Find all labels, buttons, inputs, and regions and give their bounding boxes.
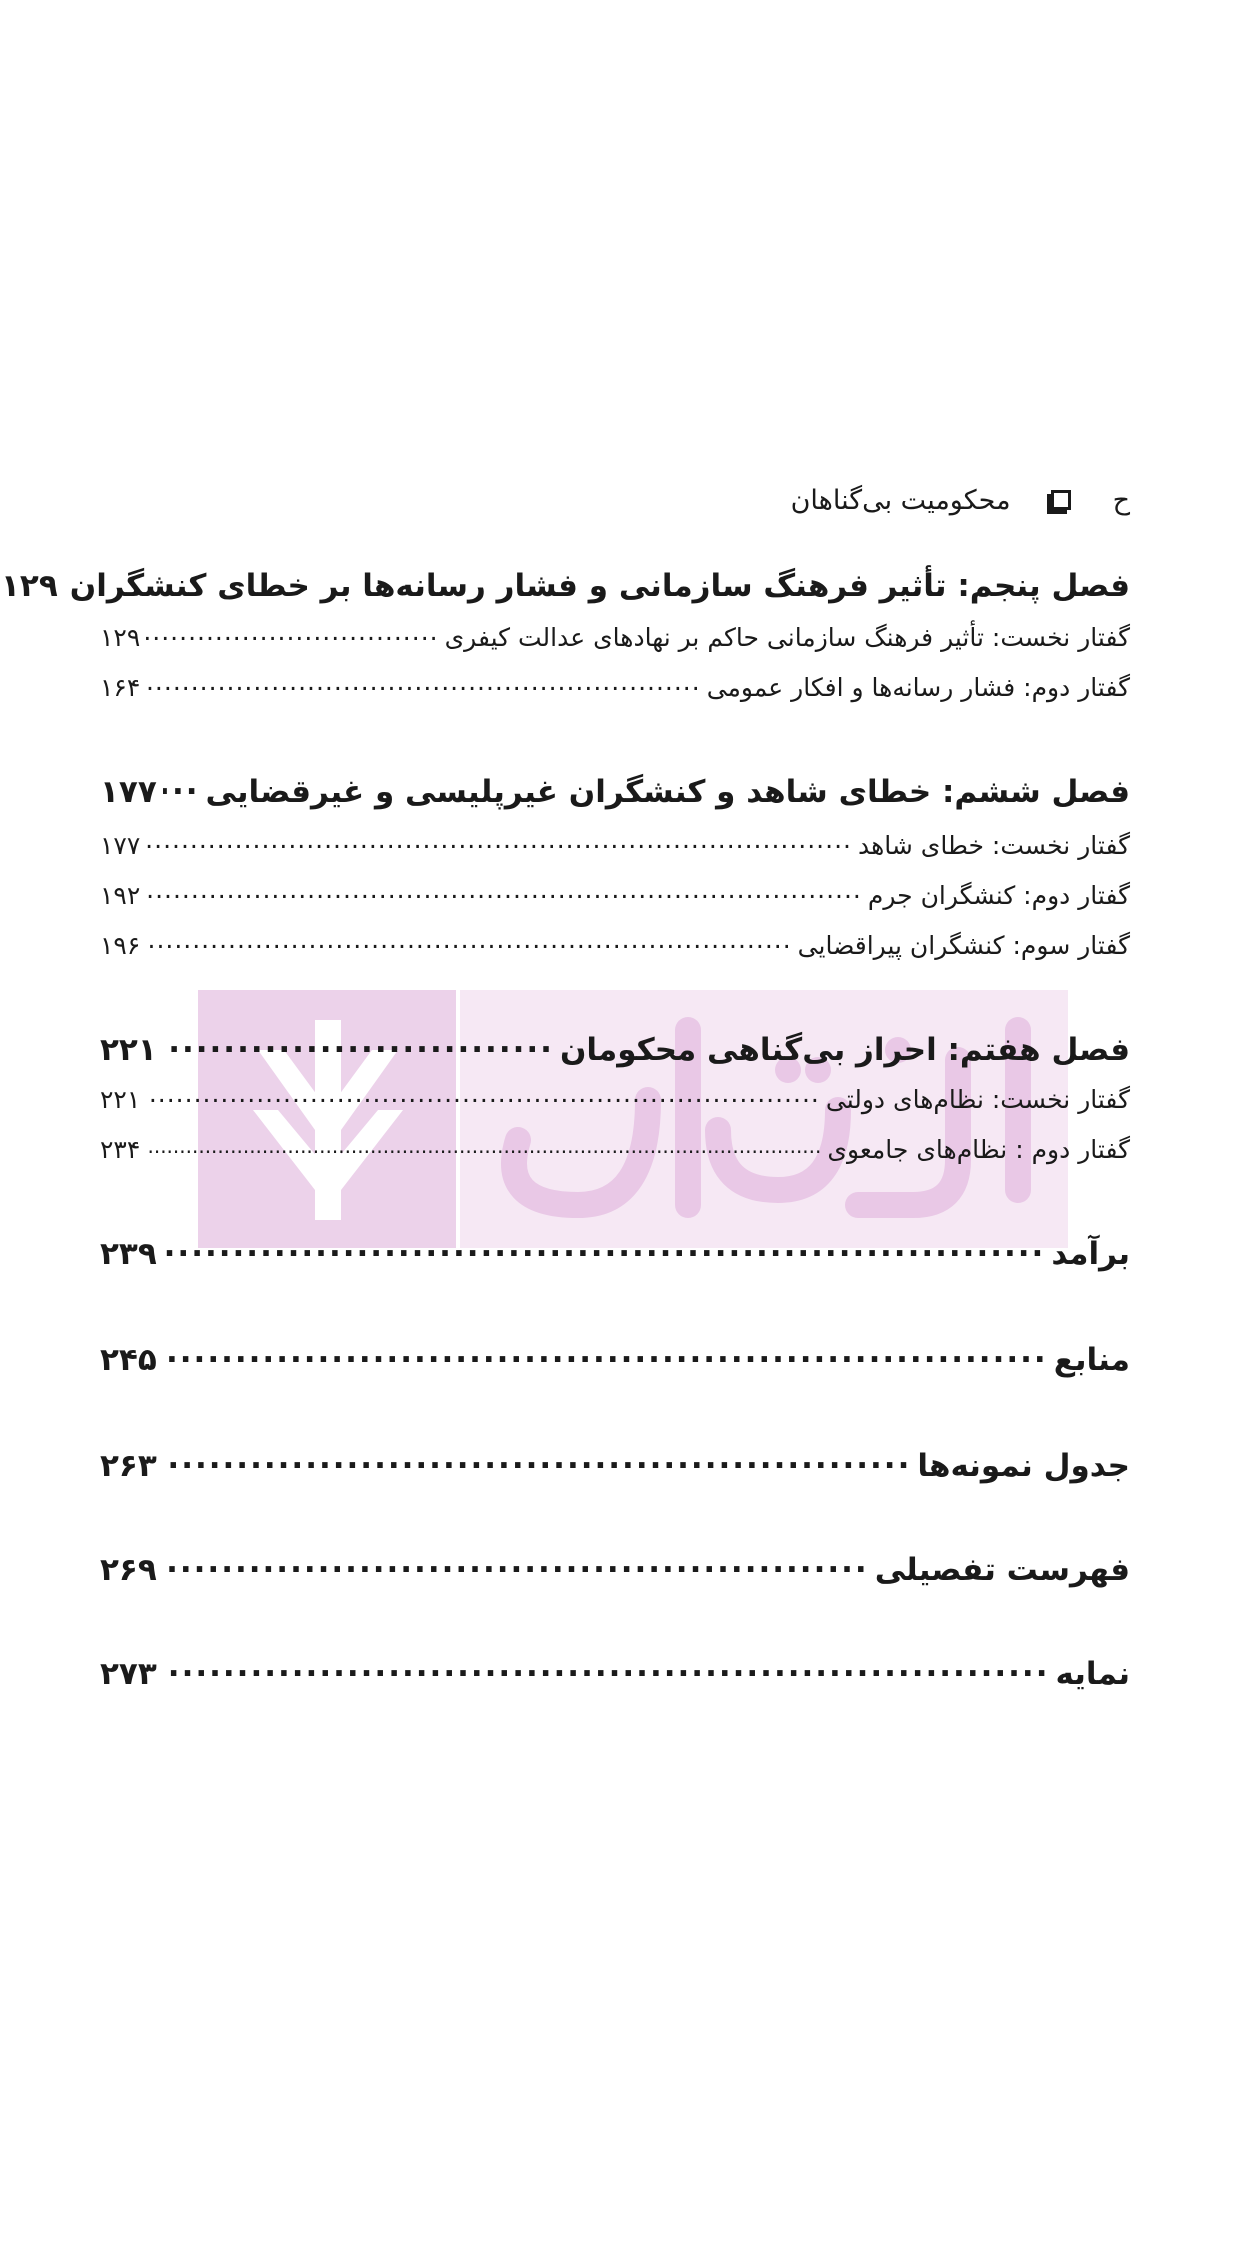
toc-section xyxy=(100,1130,1130,1164)
square-icon xyxy=(1051,490,1071,510)
toc-page-number: ۲۶۹ xyxy=(100,1552,157,1589)
toc-entry-title: گفتار سوم: کنشگران پیراقضایی xyxy=(797,930,1130,960)
dot-leader xyxy=(163,1442,912,1476)
dot-leader xyxy=(146,668,700,696)
toc-entry-title: گفتار دوم: کنشگران جرم xyxy=(867,880,1130,910)
toc-entry-title: فصل هفتم: احراز بی‌گناهی محکومان xyxy=(559,1032,1130,1069)
toc-page-number: ۱۶۴ xyxy=(100,672,141,702)
toc-entry-title: جدول نمونه‌ها xyxy=(917,1448,1130,1485)
toc-section xyxy=(100,926,1130,960)
toc-index xyxy=(100,1650,1130,1692)
toc-entry-title: گفتار نخست: تأثیر فرهنگ سازمانی حاکم بر نهادهای عدالت کیفری xyxy=(444,622,1130,652)
toc-entry-title: فصل پنجم: تأثیر فرهنگ سازمانی و فشار رسانه‌ها بر خطای کنشگران xyxy=(69,568,1130,605)
toc-page-number: ۱۷۷ xyxy=(100,830,141,860)
toc-page-number: ۲۲۱ xyxy=(100,1084,141,1114)
toc-page-number: ۲۴۵ xyxy=(100,1342,157,1379)
toc-conclusion xyxy=(100,1230,1130,1272)
dot-leader xyxy=(146,618,438,646)
toc-page-number: ۱۲۹ xyxy=(100,622,141,652)
toc-entry-title: گفتار نخست: نظام‌های دولتی xyxy=(825,1084,1130,1114)
toc-page-number: ۱۹۲ xyxy=(100,880,141,910)
toc-entry-title: گفتار دوم : نظام‌های جامعوی xyxy=(827,1134,1130,1164)
toc-page-number: ۲۳۹ xyxy=(100,1236,157,1273)
dot-leader xyxy=(146,826,852,854)
toc-section xyxy=(100,1080,1130,1114)
toc-references xyxy=(100,1336,1130,1378)
dot-leader xyxy=(163,768,200,802)
toc-page-number: ۲۲۱ xyxy=(100,1032,157,1069)
toc-page-number: ۲۳۴ xyxy=(100,1134,141,1164)
toc-page-number: ۲۶۳ xyxy=(100,1448,157,1485)
toc-entry-title: گفتار دوم: فشار رسانه‌ها و افکار عمومی xyxy=(706,672,1130,702)
toc-section xyxy=(100,826,1130,860)
toc-cases-table xyxy=(100,1442,1130,1484)
toc-section xyxy=(100,668,1130,702)
book-title: محکومیت بی‌گناهان xyxy=(790,484,1011,516)
toc-chapter-5 xyxy=(1,562,1130,605)
dot-leader xyxy=(163,1230,1046,1264)
running-header xyxy=(100,478,1130,522)
toc-page-number: ۲۷۳ xyxy=(100,1656,157,1693)
toc-chapter-6 xyxy=(100,768,1130,810)
toc-chapter-7 xyxy=(100,1026,1130,1068)
toc-entry-title: منابع xyxy=(1053,1342,1130,1379)
toc-section xyxy=(100,618,1130,652)
toc-entry-title: نمایه xyxy=(1055,1656,1130,1693)
toc-page-number: ۱۲۹ xyxy=(1,568,58,605)
toc-entry-title: برآمد xyxy=(1051,1236,1130,1273)
toc-detailed-contents xyxy=(100,1546,1130,1588)
dot-leader xyxy=(163,1546,869,1580)
dot-leader xyxy=(146,1130,821,1158)
toc-entry-title: فهرست تفصیلی xyxy=(874,1552,1130,1589)
dot-leader xyxy=(163,1026,554,1060)
dot-leader xyxy=(146,1080,820,1108)
toc-page-number: ۱۹۶ xyxy=(100,930,141,960)
dot-leader xyxy=(146,876,862,904)
toc-entry-title: گفتار نخست: خطای شاهد xyxy=(857,830,1130,860)
toc-section xyxy=(100,876,1130,910)
toc-entry-title: فصل ششم: خطای شاهد و کنشگران غیرپلیسی و غیرقضایی xyxy=(205,774,1130,811)
page-letter: ح xyxy=(1112,484,1130,516)
toc-page-number: ۱۷۷ xyxy=(100,774,157,811)
dot-leader xyxy=(146,926,791,954)
dot-leader xyxy=(163,1336,1048,1370)
dot-leader xyxy=(163,1650,1050,1684)
